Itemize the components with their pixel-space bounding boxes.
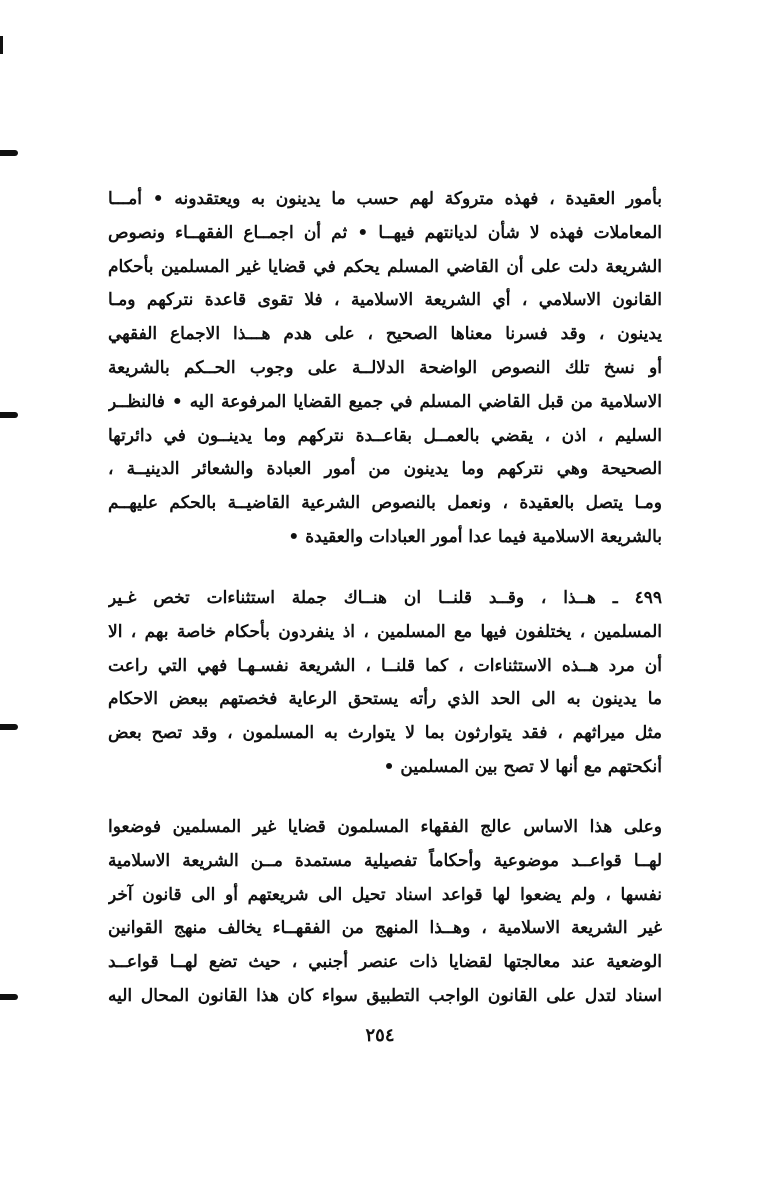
text-line: اسناد لتدل على القانون الواجب التطبيق سواء كان هذا القانون المحال اليه	[108, 985, 662, 1006]
text-line: نفسها ، ولم يضعوا لها قواعد اسناد تحيل الى شريعتهم أو الى قانون آخر	[108, 884, 662, 905]
text-line: المعاملات فهذه لا شأن لديانتهم فيهــا • ثم أن اجمــاع الفقهــاء ونصوص	[108, 222, 662, 243]
text-line: المسلمين ، يختلفون فيها مع المسلمين ، اذ ينفردون بأحكام خاصة بهم ، الا	[108, 621, 662, 642]
margin-binding-mark	[0, 994, 18, 1000]
margin-binding-mark	[0, 724, 18, 730]
text-line: الصحيحة وهي نتركهم وما يدينون من أمور العبادة والشعائر الدينيــة ،	[108, 459, 662, 480]
text-line: الشريعة دلت على أن القاضي المسلم يحكم في قضايا غير المسلمين بأحكام	[108, 256, 662, 277]
text-line: أو نسخ تلك النصوص الواضحة الدلالــة على وجوب الحــكم بالشريعة	[108, 357, 662, 378]
scan-edge-mark	[0, 36, 3, 54]
text-line: القانون الاسلامي ، أي الشريعة الاسلامية ، فلا تقوى قاعدة نتركهم ومـا	[108, 290, 662, 311]
paragraph-1	[108, 183, 662, 555]
text-line: مثل ميراثهم ، فقد يتوارثون بما لا يتوارث به المسلمون ، وقد تصح بعض	[108, 723, 662, 744]
text-line: السليم ، اذن ، يقضي بالعمــل بقاعــدة نتركهم وما يدينــون في دائرتها	[108, 425, 662, 446]
text-line: أن مرد هــذه الاستثناءات ، كما قلنــا ، الشريعة نفسـهـا فهي التي راعت	[108, 655, 662, 676]
text-line: وعلى هذا الاساس عالج الفقهاء المسلمون قضايا غير المسلمين فوضعوا	[108, 817, 662, 837]
text-line: ما يدينون به الى الحد الذي رأته يستحق الرعاية فخصتهم ببعض الاحكام	[108, 689, 662, 710]
text-line: الاسلامية من قبل القاضي المسلم في جميع القضايا المرفوعة اليه • فالنظــر	[108, 391, 662, 412]
page-number: ٢٥٤	[365, 1025, 395, 1046]
text-line: بأمور العقيدة ، فهذه متروكة لهم حسب ما يدينون به ويعتقدونه • أمـــا	[108, 189, 662, 209]
margin-binding-mark	[0, 412, 18, 418]
paragraph-2	[108, 582, 662, 785]
text-line: يدينون ، وقد فسرنا معناها الصحيح ، على هدم هـــذا الاجماع الفقهي	[108, 324, 662, 345]
text-line: غير الشريعة الاسلامية ، وهــذا المنهج من الفقهــاء يخالف منهج القوانين	[108, 918, 662, 939]
text-line: لهــا قواعــد موضوعية وأحكاماً تفصيلية مستمدة مــن الشريعة الاسلامية	[108, 850, 662, 871]
text-line: ٤٩٩ ـ هــذا ، وقــد قلنــا ان هنــاك جملة استثناءات تخص غـير	[108, 588, 662, 608]
text-line: بالشريعة الاسلامية فيما عدا أمور العبادات والعقيدة •	[288, 526, 662, 547]
margin-binding-mark	[0, 150, 18, 156]
paragraph-3	[108, 811, 662, 1014]
text-line: الوضعية عند معالجتها لقضايا ذات عنصر أجنبي ، حيث تضع لهــا قواعــد	[108, 952, 662, 973]
text-line: ومـا يتصل بالعقيدة ، ونعمل بالنصوص الشرعية القاضيــة بالحكم عليهــم	[108, 493, 662, 514]
text-line: أنكحتهم مع أنها لا تصح بين المسلمين •	[383, 756, 662, 777]
